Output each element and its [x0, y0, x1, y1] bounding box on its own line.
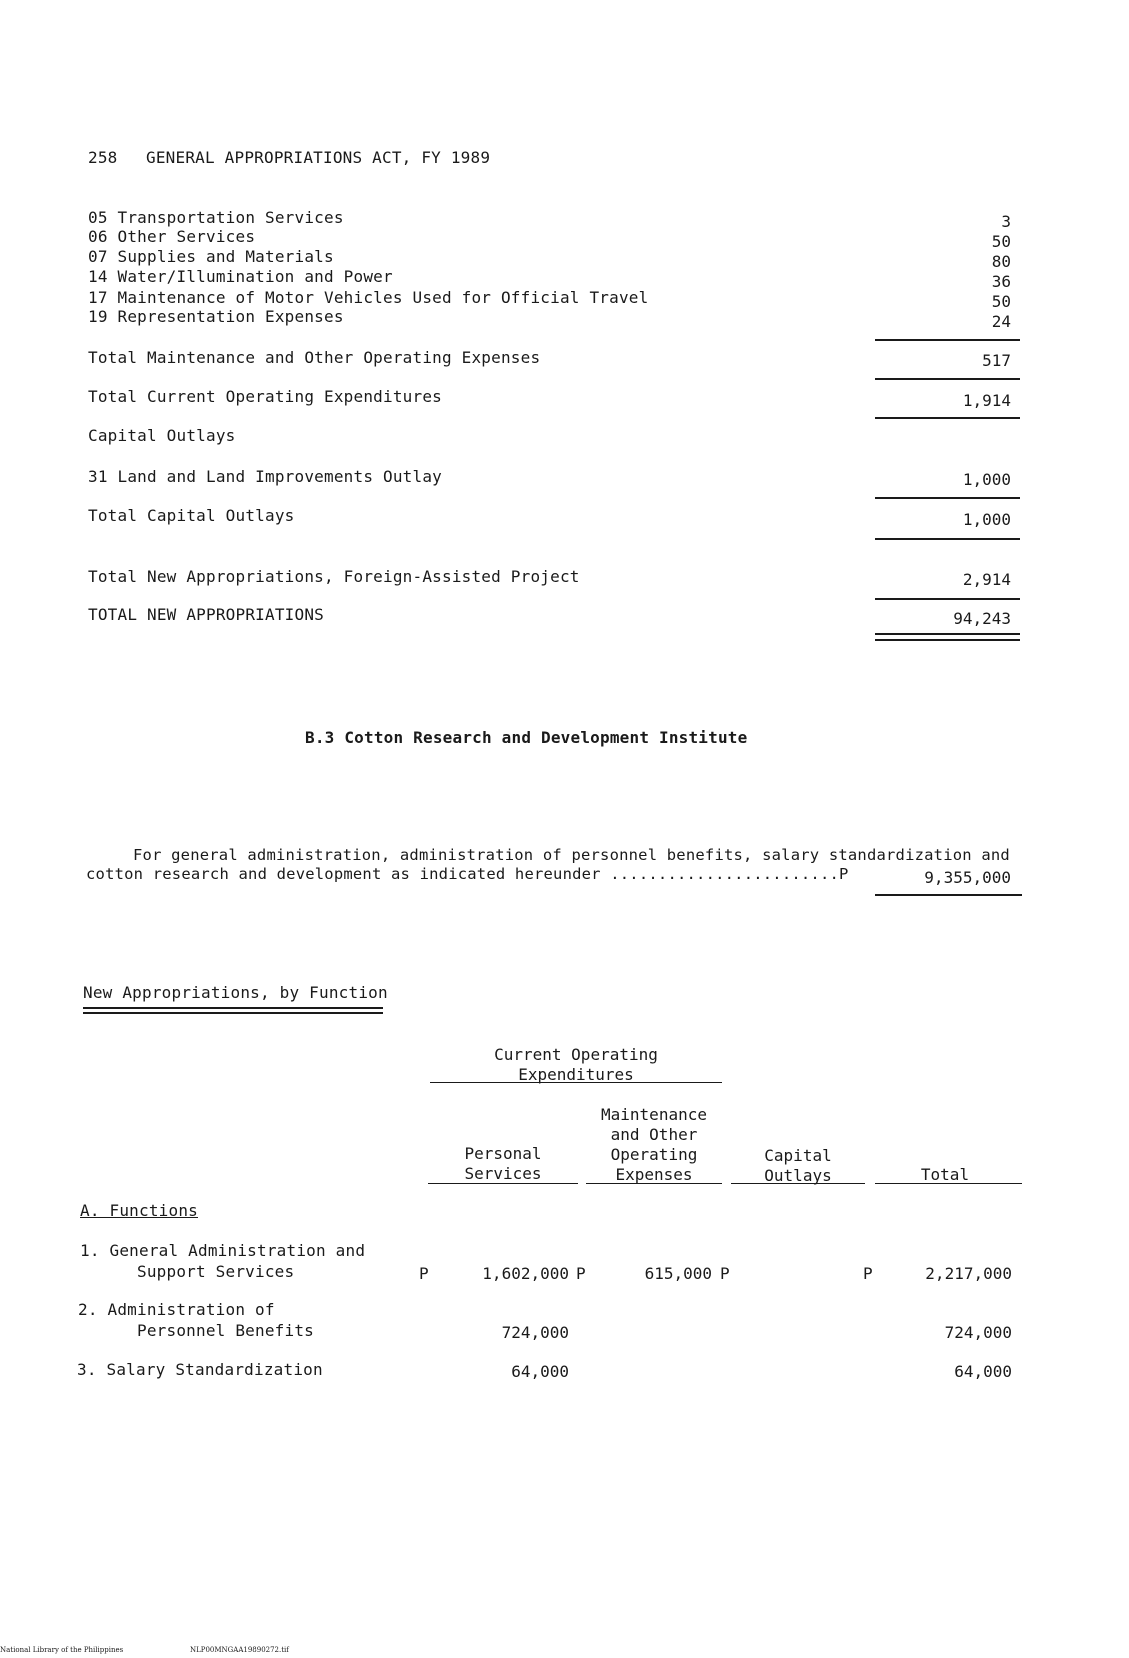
function-table-heading: New Appropriations, by Function	[83, 983, 388, 1002]
list-item-value: 80	[991, 252, 1011, 271]
page-number: 258	[88, 148, 118, 167]
column-header-capital	[731, 1146, 865, 1186]
divider	[875, 538, 1020, 540]
double-divider	[83, 1007, 383, 1014]
land-outlay-label: 31 Land and Land Improvements Outlay	[88, 467, 442, 486]
functions-heading: A. Functions	[80, 1201, 198, 1220]
list-item-value: 50	[991, 292, 1011, 311]
footer-filename: NLP00MNGAA19890272.tif	[190, 1646, 289, 1654]
column-header-personal-line1: Personal	[464, 1144, 542, 1163]
group-header-line2: Expenditures	[518, 1065, 634, 1084]
total-moe-label: Total Maintenance and Other Operating Expenses	[88, 348, 541, 367]
section-title: B.3 Cotton Research and Development Institute	[305, 728, 748, 747]
column-header-personal	[428, 1144, 578, 1184]
group-header-line1: Current Operating	[494, 1045, 658, 1064]
list-item: 17 Maintenance of Motor Vehicles Used for Official Travel	[88, 288, 649, 307]
list-item-value: 36	[991, 272, 1011, 291]
row-total-value: 724,000	[944, 1323, 1012, 1342]
divider	[875, 339, 1020, 341]
land-outlay-value: 1,000	[962, 470, 1011, 489]
row-moe-value: 615,000	[644, 1264, 712, 1283]
capital-outlays-heading: Capital Outlays	[88, 426, 236, 445]
peso-sign: P	[720, 1264, 730, 1283]
list-item: 19 Representation Expenses	[88, 307, 344, 326]
divider	[586, 1183, 722, 1184]
peso-sign: P	[863, 1264, 873, 1283]
total-capital-value: 1,000	[962, 510, 1011, 529]
column-header-moe-line4: Expenses	[615, 1165, 693, 1184]
page-title: GENERAL APPROPRIATIONS ACT, FY 1989	[146, 148, 491, 167]
double-divider	[875, 633, 1020, 641]
column-header-moe	[586, 1105, 722, 1185]
row-personal-value: 724,000	[501, 1323, 569, 1342]
row-total-value: 2,217,000	[925, 1264, 1012, 1283]
total-capital-label: Total Capital Outlays	[88, 506, 295, 525]
row-label-line1: 3. Salary Standardization	[77, 1360, 323, 1379]
total-coe-label: Total Current Operating Expenditures	[88, 387, 442, 406]
column-header-total: Total	[920, 1165, 970, 1184]
divider	[875, 1183, 1022, 1184]
divider	[731, 1183, 865, 1184]
footer-library: National Library of the Philippines	[0, 1646, 124, 1654]
section-amount: 9,355,000	[924, 868, 1011, 887]
row-label-line1: 2. Administration of	[78, 1300, 275, 1319]
total-fap-label: Total New Appropriations, Foreign-Assisted Project	[88, 567, 580, 586]
list-item-value: 24	[991, 312, 1011, 331]
section-paragraph-line2: cotton research and development as indicated hereunder ........................P	[86, 865, 849, 883]
total-coe-value: 1,914	[962, 391, 1011, 410]
row-total-value: 64,000	[954, 1362, 1012, 1381]
grand-total-label: TOTAL NEW APPROPRIATIONS	[88, 605, 324, 624]
column-header-moe-line2: and Other	[610, 1125, 698, 1144]
row-personal-value: 64,000	[511, 1362, 569, 1381]
list-item: 07 Supplies and Materials	[88, 247, 334, 266]
list-item: 14 Water/Illumination and Power	[88, 267, 393, 286]
list-item-value: 3	[1001, 212, 1011, 231]
list-item: 05 Transportation Services	[88, 208, 344, 227]
total-moe-value: 517	[982, 351, 1011, 370]
divider	[875, 417, 1020, 419]
divider	[875, 497, 1020, 499]
grand-total-value: 94,243	[953, 609, 1011, 628]
column-header-moe-line1: Maintenance	[601, 1105, 707, 1124]
list-item-value: 50	[991, 232, 1011, 251]
divider	[428, 1183, 578, 1184]
section-paragraph-line1: For general administration, administration of personnel benefits, salary standardization and	[133, 846, 1010, 864]
list-item: 06 Other Services	[88, 227, 256, 246]
row-label-line1: 1. General Administration and	[80, 1241, 366, 1260]
row-label-line2: Personnel Benefits	[137, 1321, 314, 1340]
column-header-capital-line2: Outlays	[764, 1166, 832, 1185]
divider	[875, 378, 1020, 380]
divider	[875, 894, 1022, 896]
peso-sign: P	[576, 1264, 586, 1283]
divider	[875, 598, 1020, 600]
row-personal-value: 1,602,000	[482, 1264, 569, 1283]
column-header-moe-line3: Operating	[610, 1145, 698, 1164]
peso-sign: P	[419, 1264, 429, 1283]
column-header-capital-line1: Capital	[764, 1146, 832, 1165]
group-header	[430, 1045, 722, 1085]
total-fap-value: 2,914	[962, 570, 1011, 589]
row-label-line2: Support Services	[137, 1262, 295, 1281]
column-header-personal-line2: Services	[464, 1164, 542, 1183]
divider	[430, 1082, 722, 1083]
